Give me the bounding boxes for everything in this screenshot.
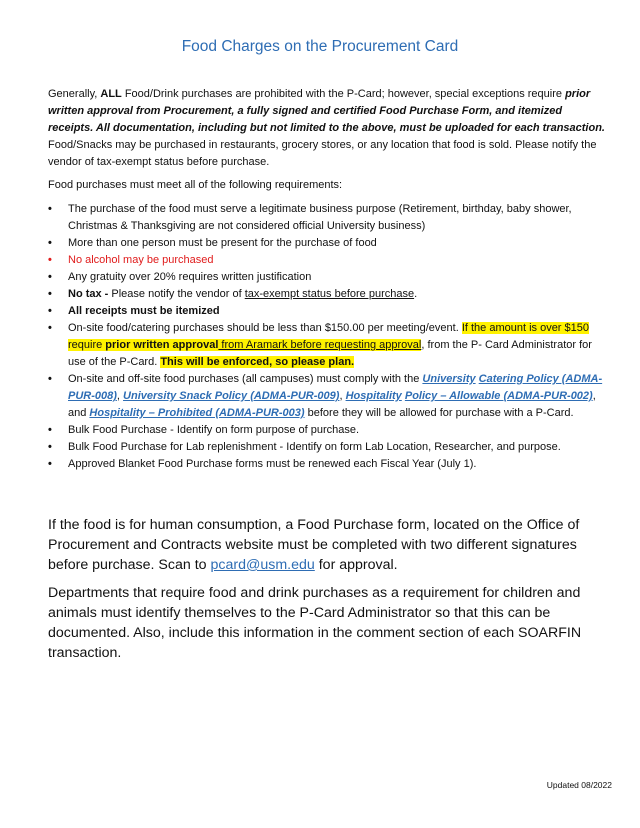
requirements-list (48, 201, 608, 473)
list-item: • Bulk Food Purchase for Lab replenishment - Identify on form Lab Location, Researcher, and purpose. (48, 439, 608, 456)
list-item: • The purchase of the food must serve a legitimate business purpose (Retirement, birthday, baby shower, Christmas & Thanksgiving are not considered official University business) (48, 203, 572, 232)
hospitality-prohibited-policy-link[interactable]: Hospitality – Prohibited (ADMA-PUR-003) (89, 407, 305, 419)
hospitality-allowable-policy-link[interactable]: Policy – Allowable (ADMA-PUR-002) (404, 390, 593, 402)
list-item: • Any gratuity over 20% requires written justification (48, 269, 608, 286)
catering-policy-link[interactable]: Catering Policy (ADMA-PUR-008) (68, 373, 603, 402)
email-link[interactable]: pcard@usm.edu (210, 557, 315, 573)
list-item: • On-site food/catering purchases should be less than $150.00 per meeting/event. If the amount is over $150 require prior written approval from Aramark before requesting approval, from the P- Card Administrator for use of the P-Card. This will be enforced, so please plan. (48, 322, 592, 368)
bullet-icon: • (48, 271, 52, 283)
list-item: • Approved Blanket Food Purchase forms must be renewed each Fiscal Year (July 1). (48, 456, 608, 473)
page-title: Food Charges on the Procurement Card (181, 38, 459, 55)
university-catering-policy-link[interactable]: University (422, 373, 476, 385)
bullet-icon: • (48, 288, 52, 300)
list-item: • Bulk Food Purchase - Identify on form purpose of purchase. (48, 422, 608, 439)
bullet-icon: • (48, 322, 52, 334)
bullet-icon: • (48, 373, 52, 385)
snack-policy-link[interactable]: University Snack Policy (ADMA-PUR-009) (123, 390, 340, 402)
bullet-icon: • (48, 458, 52, 470)
requirements-intro: Food purchases must meet all of the following requirements: (48, 179, 343, 191)
hospitality-link[interactable]: Hospitality (345, 390, 402, 402)
intro-paragraph: Generally, ALL Food/Drink purchases are prohibited with the P-Card; however, special exceptions require prior written approval from Procurement, a fully signed and certified Food Purchase Form, and itemized receipts. All documentation, including but not limited to the above, must be uploaded for each transaction. Food/Snacks may be purchased in restaurants, grocery stores, or any location that food is sold. Please notify the vendor of tax-exempt status before purchase. (48, 88, 605, 168)
food-purchase-paragraph: If the food is for human consumption, a Food Purchase form, located on the Office of Procurement and Contracts website must be completed with two different signatures before purchase. Scan to pcard@usm.edu for approval. (48, 517, 580, 573)
list-item: • No tax - Please notify the vendor of tax-exempt status before purchase. (48, 286, 608, 303)
bullet-icon: • (48, 254, 52, 266)
list-item: • All receipts must be itemized (48, 303, 608, 320)
list-item: • On-site and off-site food purchases (all campuses) must comply with the University Catering Policy (ADMA-PUR-008), University Snack Policy (ADMA-PUR-009), Hospitality Policy – Allowable (ADMA-PUR-002), and Hospitality – Prohibited (ADMA-PUR-003) before they will be allowed for purchase with a P-Card. (48, 373, 603, 419)
bullet-icon: • (48, 305, 52, 317)
bullet-icon: • (48, 424, 52, 436)
bullet-icon: • (48, 441, 52, 453)
departments-paragraph: Departments that require food and drink purchases as a requirement for children and animals must identify themselves to the P-Card Administrator so that this can be documented. Also, include this information in the comment section of each SOARFIN transaction. (48, 585, 582, 661)
bullet-icon: • (48, 237, 52, 249)
updated-date: Updated 08/2022 (546, 780, 612, 790)
list-item: • No alcohol may be purchased (48, 252, 608, 269)
bullet-icon: • (48, 203, 52, 215)
list-item: • More than one person must be present for the purchase of food (48, 235, 608, 252)
